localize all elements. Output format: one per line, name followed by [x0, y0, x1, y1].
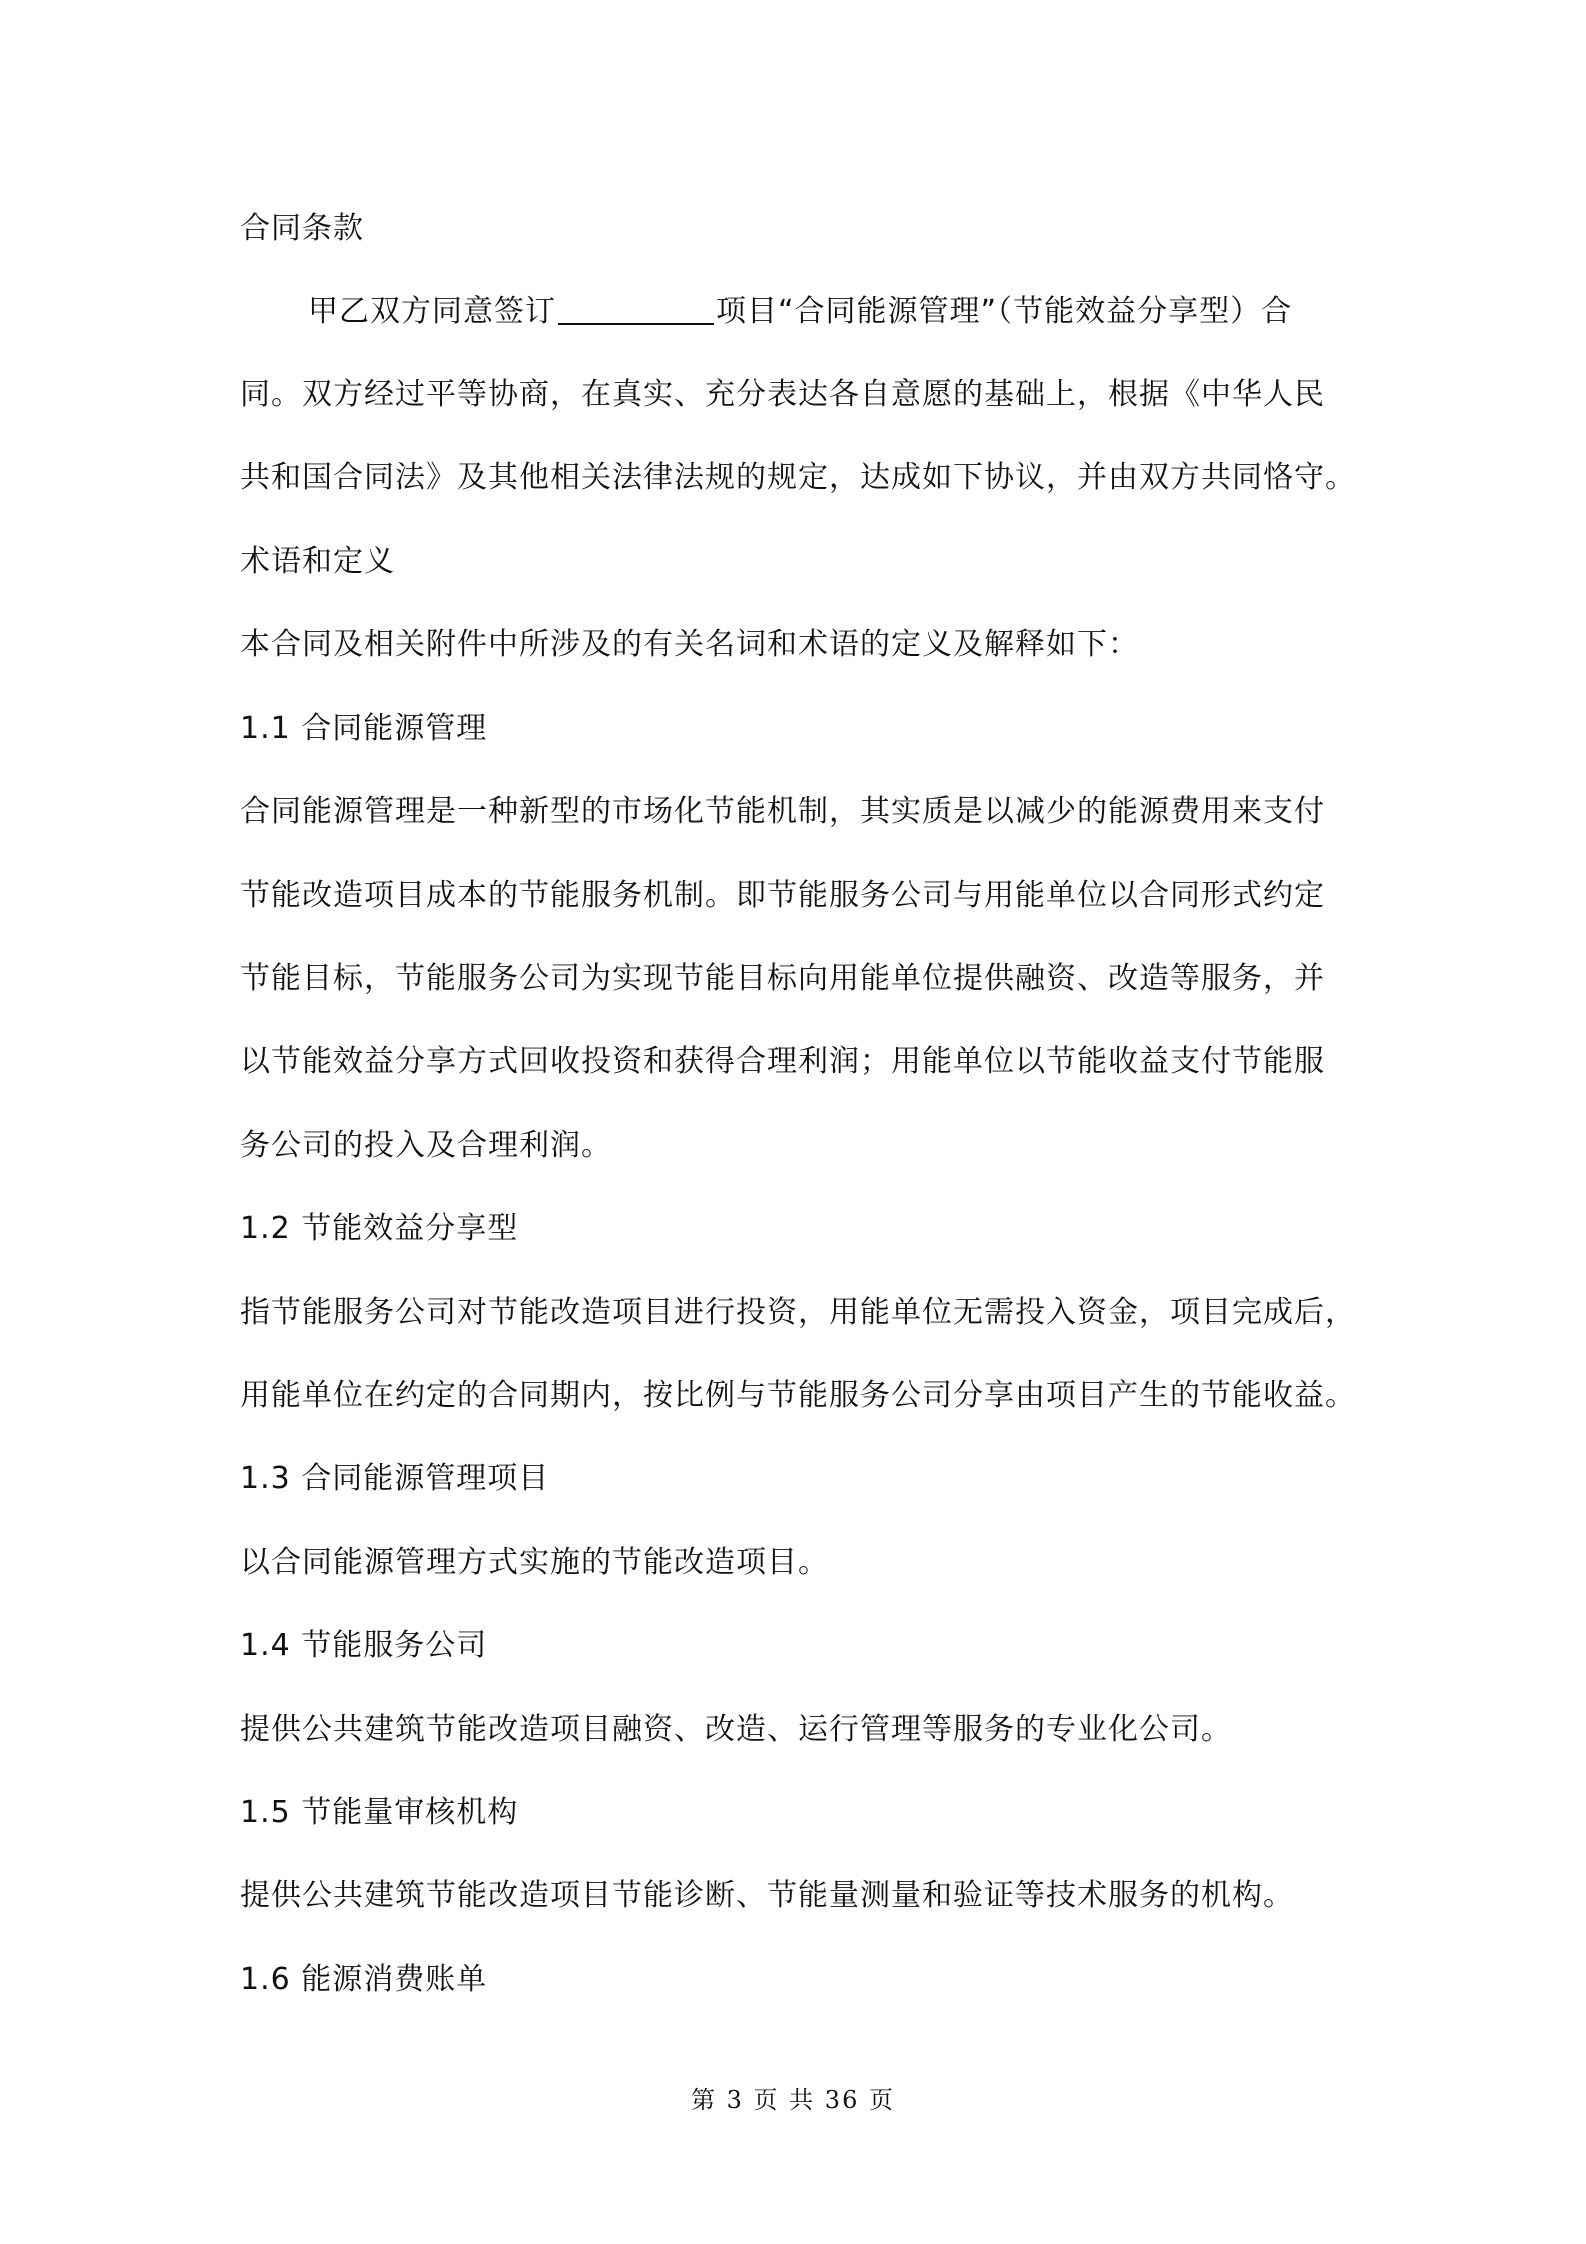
- item-1-2-line: 指节能服务公司对节能改造项目进行投资，用能单位无需投入资金，项目完成后，: [240, 1295, 1356, 1330]
- intro-paragraph-line-1: [308, 292, 1292, 332]
- item-1-3-line: 以合同能源管理方式实施的节能改造项目。: [240, 1545, 829, 1580]
- item-1-4-heading: 1.4 节能服务公司: [240, 1628, 488, 1663]
- intro-text-after-blank: 项目“合同能源管理”（节能效益分享型）合: [716, 294, 1293, 329]
- item-1-1-line: 节能改造项目成本的节能服务机制。即节能服务公司与用能单位以合同形式约定: [240, 878, 1325, 913]
- intro-paragraph-line-2: 同。双方经过平等协商，在真实、充分表达各自意愿的基础上，根据《中华人民: [240, 377, 1325, 412]
- item-1-3-heading: 1.3 合同能源管理项目: [240, 1461, 550, 1496]
- item-1-1-heading: 1.1 合同能源管理: [240, 711, 488, 746]
- page-footer: 第 3 页 共 36 页: [691, 2086, 895, 2114]
- project-name-blank: [558, 293, 714, 325]
- item-1-2-heading: 1.2 节能效益分享型: [240, 1211, 519, 1246]
- item-1-6-heading: 1.6 能源消费账单: [240, 1962, 488, 1997]
- item-1-1-line: 务公司的投入及合理利润。: [240, 1128, 612, 1163]
- item-1-1-line: 以节能效益分享方式回收投资和获得合理利润；用能单位以节能收益支付节能服: [240, 1044, 1325, 1079]
- terms-intro: 本合同及相关附件中所涉及的有关名词和术语的定义及解释如下：: [240, 627, 1139, 662]
- item-1-2-line: 用能单位在约定的合同期内，按比例与节能服务公司分享由项目产生的节能收益。: [240, 1378, 1356, 1413]
- item-1-5-heading: 1.5 节能量审核机构: [240, 1795, 519, 1830]
- intro-paragraph-line-3: 共和国合同法》及其他相关法律法规的规定，达成如下协议，并由双方共同恪守。: [240, 460, 1356, 495]
- intro-text-before-blank: 甲乙双方同意签订: [308, 294, 556, 329]
- item-1-1-line: 合同能源管理是一种新型的市场化节能机制，其实质是以减少的能源费用来支付: [240, 794, 1325, 829]
- item-1-5-line: 提供公共建筑节能改造项目节能诊断、节能量测量和验证等技术服务的机构。: [240, 1878, 1294, 1913]
- item-1-1-line: 节能目标，节能服务公司为实现节能目标向用能单位提供融资、改造等服务，并: [240, 961, 1325, 996]
- item-1-4-line: 提供公共建筑节能改造项目融资、改造、运行管理等服务的专业化公司。: [240, 1712, 1232, 1747]
- terms-title: 术语和定义: [240, 544, 395, 579]
- section-title: 合同条款: [240, 211, 364, 246]
